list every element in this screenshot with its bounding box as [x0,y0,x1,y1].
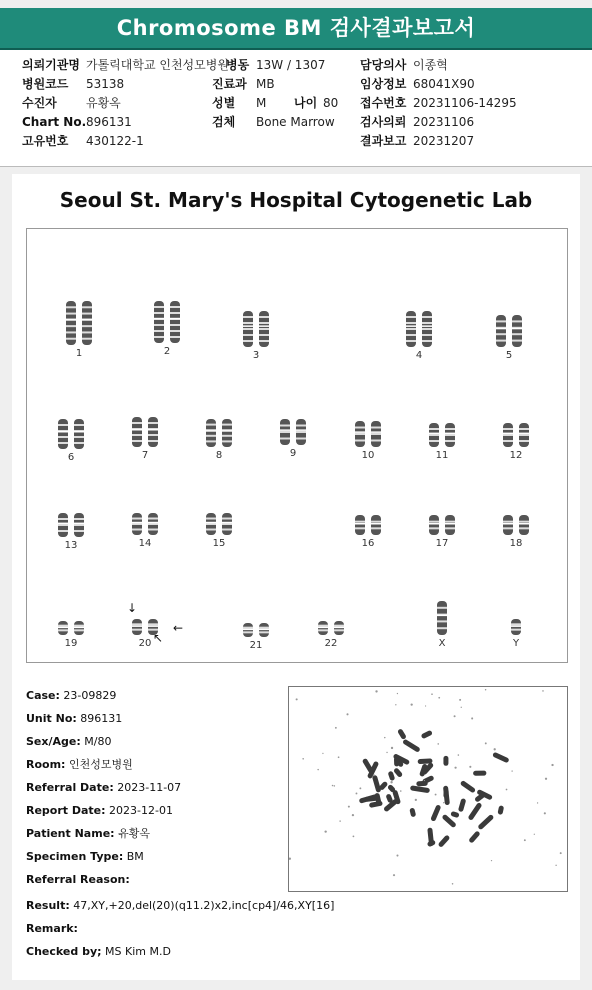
chromosome-label: Y [512,638,520,649]
metaphase-chromosome [438,834,451,847]
chromosome-label: 19 [64,638,78,649]
metaphase-chromosome [467,802,482,821]
chromosome-graphic [509,619,523,635]
request-label: 검사의뢰 [360,115,407,129]
chromosome-pair-2 [137,301,197,357]
background-speck [390,781,392,783]
background-speck [338,756,340,758]
metaphase-chromosome [409,807,416,817]
background-speck [339,820,340,821]
background-speck [386,752,387,753]
chromosome-label: 7 [141,450,149,461]
background-speck [485,742,487,744]
background-speck [359,787,361,789]
chromosome-pair-20 [115,619,175,649]
metaphase-chromosome [362,758,374,774]
age-value: 80 [323,96,339,110]
chromosome-label: X [438,638,446,649]
chromosome-label: 8 [215,450,223,461]
chromosome-pair-4 [389,311,449,361]
chromosome-label: 11 [435,450,449,461]
background-speck [353,836,355,838]
chromosome-graphic [203,513,235,535]
result-section [26,894,334,963]
chromosome-graphic [129,417,161,447]
patient-value: 유황옥 [118,827,150,840]
chromosome-label: 18 [509,538,523,549]
background-speck [391,747,393,749]
referral-date-row [26,776,181,799]
chromosome-pair-y [486,619,546,649]
unit-label: Unit No: [26,712,77,725]
remark-label: Remark: [26,922,78,935]
chromosome-pair-3 [226,311,286,361]
metaphase-chromosome [473,771,486,776]
background-speck [302,758,304,760]
background-speck [393,874,395,876]
background-speck [425,705,426,706]
remark-row [26,917,334,940]
background-speck [435,794,437,796]
sex-value: M [256,96,267,110]
institution-label: 의뢰기관명 [22,58,80,72]
metaphase-chromosome [497,805,504,815]
background-speck [555,865,556,866]
referral-date-value: 2023-11-07 [117,781,182,794]
background-speck [322,753,323,754]
background-speck [491,860,492,861]
patient-row [26,822,181,845]
report-date-label: Report Date: [26,804,106,817]
metaphase-chromosome [372,775,382,793]
background-speck [452,883,454,885]
info-row-5 [0,131,592,151]
info-row-2 [0,74,592,94]
case-value: 23-09829 [63,689,117,702]
chromosome-pair-15 [189,513,249,549]
chromosome-label: 12 [509,450,523,461]
result-row [26,894,334,917]
chromosome-label: 2 [163,346,171,357]
metaphase-chromosome [468,830,481,843]
unit-value: 896131 [80,712,123,725]
recipient-value: 유황옥 [86,96,121,110]
case-label: Case: [26,689,60,702]
report-sheet [12,174,580,980]
background-speck [384,737,385,738]
metaphase-chromosome [460,780,476,794]
background-speck [334,785,336,787]
dept-label: 진료과 [212,77,247,91]
background-speck [537,802,538,803]
background-speck [324,830,326,832]
sexage-value: M/80 [84,735,112,748]
metaphase-chromosome [418,758,433,764]
specimen-type-label: Specimen Type: [26,850,124,863]
karyotype-image [26,228,568,663]
receipt-label: 접수번호 [360,96,407,110]
background-speck [395,704,396,705]
chromosome-pair-21 [226,623,286,651]
background-speck [544,812,546,814]
chromosome-pair-10 [338,421,398,461]
metaphase-spread-graphic [289,687,567,891]
background-speck [411,703,413,705]
chromosome-graphic [493,315,525,347]
chart-value: 896131 [86,115,132,129]
background-speck [494,748,496,750]
case-row [26,684,181,707]
chromosome-label: 13 [64,540,78,551]
chromosome-label: 16 [361,538,375,549]
chromosome-label: 5 [505,350,513,361]
chromosome-graphic [426,515,458,535]
chromosome-graphic [352,515,384,535]
ward-value: 13W / 1307 [256,58,326,72]
chromosome-graphic [500,515,532,535]
chromosome-pair-19 [41,621,101,649]
chromosome-label: 4 [415,350,423,361]
chromosome-pair-1 [49,301,109,359]
chromosome-graphic [435,601,449,635]
checked-value: MS Kim M.D [105,945,171,958]
chromosome-label: 3 [252,350,260,361]
chromosome-graphic [129,513,161,535]
metaphase-chromosome [393,767,403,778]
report-date-value: 2023-12-01 [109,804,173,817]
patient-info-panel [0,50,592,167]
background-speck [296,698,298,700]
chromosome-graphic [55,419,87,449]
background-speck [335,727,337,729]
specimen-type-row [26,845,181,868]
metaphase-chromosome [443,789,448,798]
chromosome-label: 21 [249,640,263,651]
chromosome-pair-22 [301,621,361,649]
chromosome-pair-5 [479,315,539,361]
chromosome-graphic [55,621,87,635]
background-speck [524,839,526,841]
background-speck [458,754,460,756]
patient-label: Patient Name: [26,827,115,840]
chromosome-graphic [403,311,435,347]
background-speck [551,764,553,766]
chromosome-graphic [55,513,87,537]
background-speck [542,690,544,692]
referral-date-label: Referral Date: [26,781,114,794]
metaphase-chromosome [402,739,421,753]
background-speck [431,693,433,695]
dept-value: MB [256,77,275,91]
metaphase-chromosome [410,785,430,793]
chromosome-label: 17 [435,538,449,549]
room-value: 인천성모병원 [68,758,133,771]
chromosome-pair-16 [338,515,398,549]
metaphase-chromosome [430,804,441,822]
chromosome-pair-13 [41,513,101,551]
chromosome-pair-18 [486,515,546,549]
background-speck [400,790,402,792]
chromosome-pair-17 [412,515,472,549]
metaphase-chromosome [397,728,407,740]
result-value: 47,XY,+20,del(20)(q11.2)x2,inc[cp4]/46,XY[16] [73,899,335,912]
hospital-code-value: 53138 [86,77,125,91]
info-row-1 [0,55,592,75]
chromosome-pair-6 [41,419,101,463]
clinical-label: 임상정보 [360,77,407,91]
background-speck [459,699,461,701]
chromosome-label: 22 [324,638,338,649]
chromosome-label: 9 [289,448,297,459]
report-date-row [26,799,181,822]
clinical-value: 68041X90 [413,77,475,91]
chromosome-label: 6 [67,452,75,463]
background-speck [415,799,417,801]
doctor-value: 이종혁 [413,58,448,72]
receipt-value: 20231106-14295 [413,96,517,110]
background-speck [454,715,456,717]
background-speck [397,693,398,694]
background-speck [443,802,444,803]
checked-label: Checked by; [26,945,102,958]
background-speck [346,713,348,715]
arrow-left-icon: ← [173,621,184,635]
background-speck [560,852,562,854]
arrow-up-left-icon: ↖ [153,631,164,645]
result-label: Result: [26,899,70,912]
chromosome-pair-7 [115,417,175,461]
arrow-down-icon: ↓ [127,601,138,615]
chromosome-pair-14 [115,513,175,549]
chromosome-pair-12 [486,423,546,461]
room-label: Room: [26,758,66,771]
chromosome-pair-x [412,601,472,649]
background-speck [437,743,439,745]
background-speck [375,690,377,692]
result-report-value: 20231207 [413,134,475,148]
background-speck [396,854,398,856]
chromosome-graphic [500,423,532,447]
specimen-label: 검체 [212,115,236,129]
doctor-label: 담당의사 [360,58,407,72]
metaphase-chromosome [394,757,399,766]
referral-reason-row [26,868,181,891]
chromosome-graphic [151,301,183,343]
lab-title: Seoul St. Mary's Hospital Cytogenetic Lab [59,188,533,212]
info-row-4 [0,112,592,132]
chromosome-pair-11 [412,423,472,461]
recipient-label: 수진자 [22,96,57,110]
hospital-code-label: 병원코드 [22,77,69,91]
background-speck [348,806,350,808]
chromosome-graphic [63,301,95,345]
chromosome-label: 14 [138,538,152,549]
metaphase-chromosome [477,814,494,830]
unique-label: 고유번호 [22,134,69,148]
background-speck [534,834,535,835]
chromosome-graphic [240,311,272,347]
background-speck [356,793,358,795]
case-details [26,684,181,891]
chart-label: Chart No. [22,115,87,129]
background-speck [511,770,512,771]
background-speck [454,767,456,769]
metaphase-spread-image [288,686,568,892]
chromosome-label: 1 [75,348,83,359]
background-speck [424,780,425,781]
metaphase-chromosome [458,798,467,812]
request-value: 20231106 [413,115,475,129]
metaphase-chromosome [388,771,396,782]
unit-row [26,707,181,730]
background-speck [373,774,375,776]
sex-label: 성별 [212,96,236,110]
background-speck [352,814,354,816]
metaphase-chromosome [416,781,428,787]
info-row-3 [0,93,592,113]
chromosome-pair-9 [263,419,323,459]
background-speck [471,717,473,719]
chromosome-graphic [352,421,384,447]
age-label: 나이 [294,96,318,110]
background-speck [485,689,486,690]
chromosome-graphic [426,423,458,447]
specimen-type-value: BM [126,850,144,863]
background-speck [332,785,334,787]
institution-value: 가톨릭대학교 인천성모병원 [86,58,229,72]
chromosome-label: 10 [361,450,375,461]
metaphase-chromosome [421,730,433,739]
background-speck [438,697,440,699]
chromosome-pair-8 [189,419,249,461]
background-speck [317,769,318,770]
metaphase-chromosome [443,756,448,766]
specimen-value: Bone Marrow [256,115,335,129]
metaphase-chromosome [450,811,459,818]
chromosome-label: 20 [138,638,152,649]
unique-value: 430122-1 [86,134,144,148]
chromosome-graphic [277,419,309,445]
sexage-row [26,730,181,753]
chromosome-graphic [240,623,272,637]
ward-label: 병동 [226,58,250,72]
sexage-label: Sex/Age: [26,735,81,748]
background-speck [289,857,291,859]
result-report-label: 결과보고 [360,134,407,148]
background-speck [461,707,462,708]
report-title: Chromosome BM 검사결과보고서 [0,8,592,50]
chromosome-label: 15 [212,538,226,549]
chromosome-graphic [315,621,347,635]
referral-reason-label: Referral Reason: [26,873,130,886]
chromosome-graphic [203,419,235,447]
background-speck [469,766,471,768]
checked-row [26,940,334,963]
background-speck [545,778,547,780]
background-speck [506,789,508,791]
metaphase-chromosome [492,752,509,764]
room-row [26,753,181,776]
